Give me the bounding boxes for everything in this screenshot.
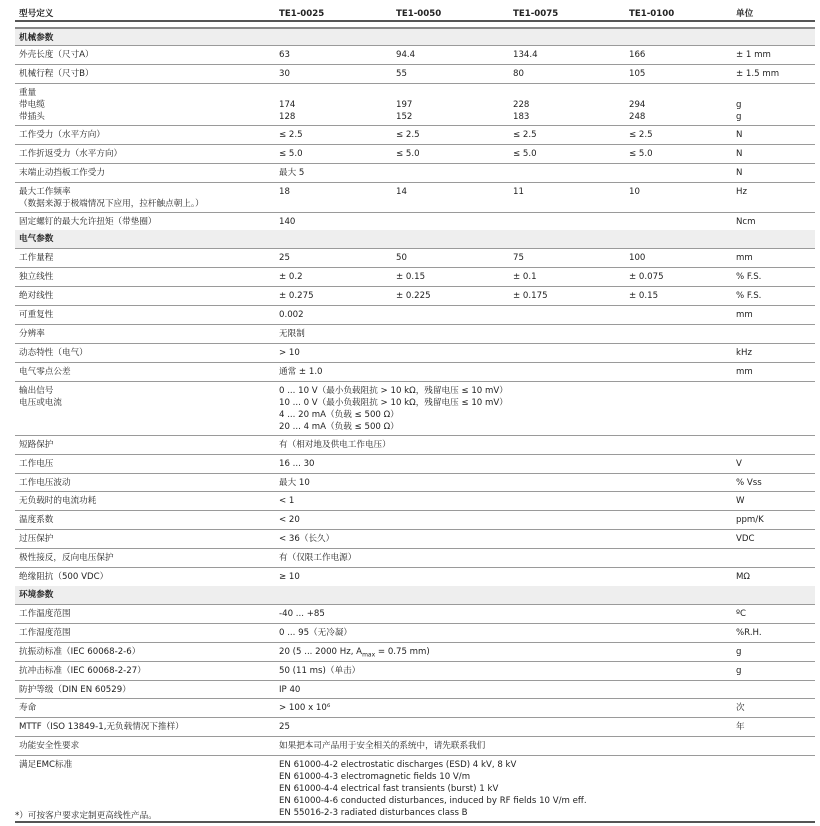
row-unit: MΩ [736, 572, 750, 582]
row-value: 0 ... 95（无冷凝） [279, 627, 353, 638]
row-value: 80 [513, 68, 524, 79]
row-value-line: 20 ... 4 mA（负载 ≤ 500 Ω） [279, 421, 399, 432]
table-row [15, 248, 815, 267]
table-row [15, 548, 815, 567]
row-value-line: 10 ... 0 V（最小负载阻抗 > 10 kΩ，残留电压 ≤ 10 mV） [279, 397, 508, 408]
row-unit: % Vss [736, 477, 762, 488]
row-label: 工作湿度范围 [19, 627, 71, 638]
table-row [15, 125, 815, 144]
row-label: 抗振动标准（IEC 60068-2-6） [19, 646, 141, 657]
row-value: 如果把本司产品用于安全相关的系统中，请先联系我们 [279, 741, 486, 752]
row-value: ≥ 10 [279, 572, 300, 582]
row-unit: g [736, 111, 742, 122]
row-label-line: 满足EMC标准 [19, 760, 73, 771]
row-value: 152 [396, 111, 413, 122]
row-value: 166 [629, 50, 646, 60]
row-label: 动态特性（电气） [19, 347, 88, 358]
row-value: 16 ... 30 [279, 458, 315, 469]
row-unit: 年 [736, 722, 745, 733]
table-row [15, 661, 815, 680]
row-value: IP 40 [279, 684, 301, 695]
row-unit: N [736, 167, 743, 178]
row-unit: W [736, 496, 745, 507]
row-value: ± 0.1 [513, 272, 537, 283]
row-unit: 次 [736, 703, 745, 714]
row-value: ≤ 2.5 [279, 129, 303, 140]
row-label: 无负载时的电流功耗 [19, 496, 97, 507]
row-unit: g [736, 99, 742, 110]
table-row [15, 529, 815, 548]
row-value: 94.4 [396, 50, 416, 60]
row-value: ≤ 2.5 [396, 129, 420, 140]
row-value: < 20 [279, 515, 300, 526]
row-label: 工作电压波动 [19, 477, 71, 488]
table-row [15, 324, 815, 343]
row-value: 有（仅限工作电源） [279, 553, 357, 564]
row-value: 75 [513, 253, 524, 264]
row-unit: mm [736, 253, 753, 264]
row-value: 134.4 [513, 50, 538, 60]
row-unit: ± 1 mm [736, 50, 771, 60]
row-value: > 10 [279, 347, 300, 358]
subscript: max [362, 651, 376, 659]
row-value: 20 (5 ... 2000 Hz, $A_{max} = 0.75$ mm) [279, 646, 430, 659]
row-label: 工作电压 [19, 458, 54, 469]
row-label-line: 带电缆 [19, 99, 45, 110]
row-value: ± 0.15 [396, 272, 426, 283]
table-row [15, 343, 815, 362]
row-value: ≤ 5.0 [396, 148, 420, 159]
row-value: ≤ 5.0 [513, 148, 537, 159]
table-row [15, 736, 815, 755]
row-value: 248 [629, 111, 646, 122]
row-value: 最大 10 [279, 477, 310, 488]
table-row [15, 305, 815, 324]
row-value: ± 0.275 [279, 291, 314, 302]
row-label: 绝对线性 [19, 291, 54, 302]
row-label: 电气零点公差 [19, 366, 71, 377]
section-header [15, 586, 815, 604]
row-unit: g [736, 665, 742, 676]
row-unit: % F.S. [736, 291, 762, 302]
table-row [15, 45, 815, 64]
row-value-line: EN 61000-4-6 conducted disturbances, induced by RF fields 10 V/m eff. [279, 796, 587, 807]
table-row [15, 698, 815, 717]
table-header [15, 8, 815, 22]
row-value-line: EN 61000-4-3 electromagnetic fields 10 V/m [279, 772, 471, 783]
row-label-line: 带插头 [19, 111, 45, 122]
table-row [15, 212, 815, 231]
row-value: 有（相对地及供电工作电压） [279, 439, 391, 450]
row-value: 30 [279, 68, 290, 79]
row-value: 11 [513, 186, 524, 197]
row-value: 最大 5 [279, 167, 305, 178]
row-label: 独立线性 [19, 272, 54, 283]
row-value: ≤ 2.5 [513, 129, 537, 140]
row-unit: Hz [736, 186, 747, 197]
row-value: ≤ 5.0 [629, 148, 653, 159]
row-value-line: EN 61000-4-4 electrical fast transients (burst) 1 kV [279, 784, 499, 795]
row-label-line: （数据来源于极端情况下应用，拉杆触点朝上。） [19, 198, 204, 209]
table-row [15, 381, 815, 435]
row-label: 末端止动挡板工作受力 [19, 167, 105, 178]
row-value-line: 0 ... 10 V（最小负载阻抗 > 10 kΩ，残留电压 ≤ 10 mV） [279, 385, 508, 396]
row-value-line: 4 ... 20 mA（负载 ≤ 500 Ω） [279, 409, 399, 420]
row-label: 工作温度范围 [19, 608, 71, 619]
row-unit: % F.S. [736, 272, 762, 283]
row-label-line: 输出信号 [19, 385, 54, 396]
row-value: > 100 x 10⁶ [279, 703, 331, 714]
row-label: 抗冲击标准（IEC 60068-2-27） [19, 665, 146, 676]
row-unit: Ncm [736, 216, 756, 227]
row-label: 短路保护 [19, 439, 54, 450]
section-title: 机械参数 [19, 33, 54, 43]
row-value: 294 [629, 99, 646, 110]
row-value: 197 [396, 99, 413, 110]
section-header [15, 27, 815, 45]
table-row [15, 286, 815, 305]
row-label: 极性接反，反向电压保护 [19, 553, 114, 564]
row-value: ≤ 5.0 [279, 148, 303, 159]
row-unit: ºC [736, 608, 747, 619]
row-value-line: EN 61000-4-2 electrostatic discharges (ESD) 4 kV, 8 kV [279, 760, 517, 771]
row-value: 25 [279, 253, 290, 264]
header-model-4: TE1-0100 [629, 9, 675, 19]
row-value: ≤ 2.5 [629, 129, 653, 140]
table-row [15, 163, 815, 182]
section-header [15, 230, 815, 248]
table-row [15, 604, 815, 623]
row-unit: N [736, 129, 743, 140]
row-value: ± 0.225 [396, 291, 431, 302]
row-value: ± 0.2 [279, 272, 303, 283]
header-unit: 单位 [736, 9, 754, 19]
row-unit: V [736, 458, 742, 469]
row-value-line: EN 55016-2-3 radiated disturbances class B [279, 808, 468, 819]
row-value: 63 [279, 50, 290, 60]
row-label: 寿命 [19, 703, 37, 714]
row-unit: ppm/K [736, 515, 764, 526]
row-value: 10 [629, 186, 640, 197]
table-row [15, 83, 815, 125]
row-value: 18 [279, 186, 290, 197]
row-value: 25 [279, 722, 290, 733]
table-row [15, 717, 815, 736]
table-row [15, 510, 815, 529]
row-unit: mm [736, 366, 753, 377]
table-row [15, 267, 815, 286]
table-row [15, 680, 815, 699]
row-label-line: 电压或电流 [19, 397, 62, 408]
table-row [15, 182, 815, 212]
row-label: 温度系数 [19, 515, 54, 526]
row-label: 绝缘阻抗（500 VDC） [19, 572, 109, 582]
row-value: -40 ... +85 [279, 608, 325, 619]
header-model-3: TE1-0075 [513, 9, 559, 19]
row-value: 通常 ± 1.0 [279, 366, 323, 377]
row-unit: VDC [736, 534, 755, 545]
row-label-line: 最大工作频率 [19, 186, 71, 197]
table-row [15, 491, 815, 510]
row-value: ± 0.175 [513, 291, 548, 302]
row-unit: %R.H. [736, 627, 762, 638]
table-row [15, 435, 815, 454]
section-title: 环境参数 [19, 589, 54, 600]
row-label: 可重复性 [19, 310, 54, 321]
row-label: 工作折返受力（水平方向） [19, 148, 123, 159]
row-value: 14 [396, 186, 407, 197]
row-label: 工作受力（水平方向） [19, 129, 105, 140]
section-title: 电气参数 [19, 234, 54, 245]
header-label: 型号定义 [19, 9, 54, 19]
row-value: < 36（长久） [279, 534, 335, 545]
footnote: *）可按客户要求定制更高线性产品。 [15, 811, 157, 821]
row-value: ± 0.15 [629, 291, 659, 302]
row-value: 228 [513, 99, 530, 110]
row-unit: mm [736, 310, 753, 321]
table-row [15, 64, 815, 83]
row-value: 100 [629, 253, 646, 264]
table-row [15, 473, 815, 492]
row-label: 过压保护 [19, 534, 54, 545]
row-unit: g [736, 646, 742, 657]
row-label: 分辨率 [19, 329, 45, 339]
row-label: 外壳长度（尺寸A） [19, 50, 94, 60]
row-label: MTTF（ISO 13849-1,无负载情况下推样） [19, 722, 184, 733]
row-value: 128 [279, 111, 296, 122]
row-value: 174 [279, 99, 296, 110]
row-value: 140 [279, 216, 296, 227]
row-label: 防护等级（DIN EN 60529） [19, 684, 131, 695]
row-label: 固定螺钉的最大允许扭矩（带垫圈） [19, 216, 157, 227]
row-value: ± 0.075 [629, 272, 664, 283]
row-value: 105 [629, 68, 646, 79]
row-value: 55 [396, 68, 407, 79]
row-value: 50 [396, 253, 407, 264]
row-unit: ± 1.5 mm [736, 68, 780, 79]
row-unit: N [736, 148, 743, 159]
row-value: < 1 [279, 496, 295, 507]
header-model-1: TE1-0025 [279, 9, 325, 19]
row-label: 工作量程 [19, 253, 54, 264]
table-row [15, 144, 815, 163]
row-unit: kHz [736, 347, 752, 358]
row-value: 无限制 [279, 329, 305, 339]
table-row [15, 567, 815, 586]
table-row [15, 362, 815, 381]
row-value: 50 (11 ms)（单击） [279, 665, 361, 676]
header-model-2: TE1-0050 [396, 9, 442, 19]
table-row [15, 623, 815, 642]
table-row [15, 454, 815, 473]
row-value: 183 [513, 111, 530, 122]
row-label: 机械行程（尺寸B） [19, 68, 94, 79]
row-value: 0.002 [279, 310, 304, 321]
row-label-line: 重量 [19, 87, 37, 98]
row-label: 功能安全性要求 [19, 741, 80, 752]
table-row [15, 642, 815, 661]
